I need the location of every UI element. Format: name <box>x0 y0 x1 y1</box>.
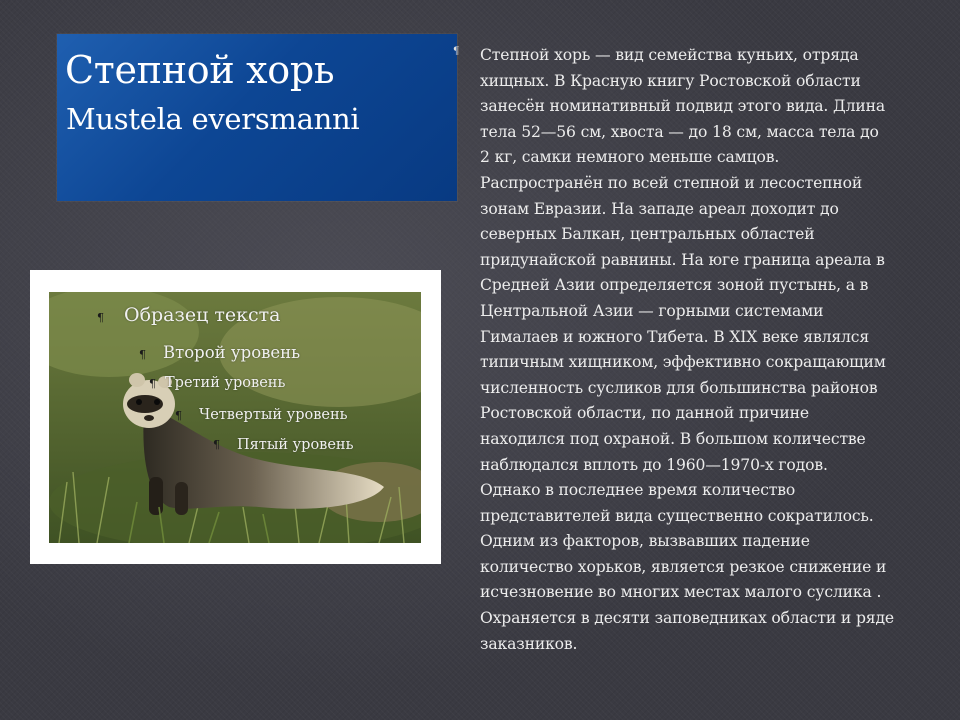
placeholder-level-4: Четвертый уровень <box>199 407 348 423</box>
body-line: типичным хищником, эффективно сокращающим <box>480 353 886 372</box>
body-line: количество хорьков, является резкое снижение и <box>480 557 887 576</box>
body-line: зонам Евразии. На западе ареал доходит до <box>480 199 839 218</box>
placeholder-level-1: Образец текста <box>124 304 281 326</box>
body-line: Распространён по всей степной и лесостепной <box>480 173 863 192</box>
placeholder-outline <box>49 292 421 543</box>
body-line: 2 кг, самки немного меньше самцов. <box>480 148 780 167</box>
body-line: Ростовской области, по данной причине <box>480 404 809 423</box>
body-line: Одним из факторов, вызвавших падение <box>480 532 810 551</box>
placeholder-bullet-5: ¶ <box>213 438 220 451</box>
placeholder-level-3: Третий уровень <box>165 375 286 391</box>
body-line: находился под охраной. В большом количестве <box>480 429 866 448</box>
body-line: Гималаев и южного Тибета. В XIX веке являлся <box>480 327 870 346</box>
placeholder-bullet-4: ¶ <box>175 409 182 422</box>
photo-frame <box>30 270 441 564</box>
body-line: представителей вида существенно сократилось. <box>480 506 874 525</box>
body-text <box>480 43 942 657</box>
body-line: Однако в последнее время количество <box>480 481 796 500</box>
placeholder-bullet-2: ¶ <box>139 348 146 361</box>
body-line: северных Балкан, центральных областей <box>480 225 815 244</box>
ferret-photo <box>49 292 421 543</box>
placeholder-level-2: Второй уровень <box>163 343 301 362</box>
body-line: тела 52—56 см, хвоста — до 18 см, масса тела до <box>480 122 879 141</box>
body-line: численность сусликов для большинства районов <box>480 378 878 397</box>
body-line: Средней Азии определяется зоной пустынь, а в <box>480 276 869 295</box>
body-line: Охраняется в десяти заповедниках области и ряде <box>480 609 894 628</box>
body-line: исчезновение во многих местах малого суслика . <box>480 583 882 602</box>
body-bullet: ¶ <box>453 46 460 57</box>
slide-subtitle-latin: Mustela eversmanni <box>66 102 360 136</box>
body-line: хищных. В Красную книгу Ростовской области <box>480 71 861 90</box>
title-box <box>57 34 460 201</box>
body-line: Степной хорь — вид семейства куньих, отряда <box>480 46 859 64</box>
placeholder-bullet-3: ¶ <box>149 377 156 390</box>
body-line: занесён номинативный подвид этого вида. Длина <box>480 97 885 116</box>
placeholder-bullet-1: ¶ <box>97 311 104 324</box>
body-line: придунайской равнины. На юге граница ареала в <box>480 250 885 269</box>
slide-title: Степной хорь <box>65 48 335 92</box>
body-line: заказников. <box>480 634 578 653</box>
placeholder-level-5: Пятый уровень <box>237 437 354 453</box>
body-line: наблюдался вплоть до 1960—1970-х годов. <box>480 455 828 474</box>
body-line: Центральной Азии — горными системами <box>480 301 824 320</box>
